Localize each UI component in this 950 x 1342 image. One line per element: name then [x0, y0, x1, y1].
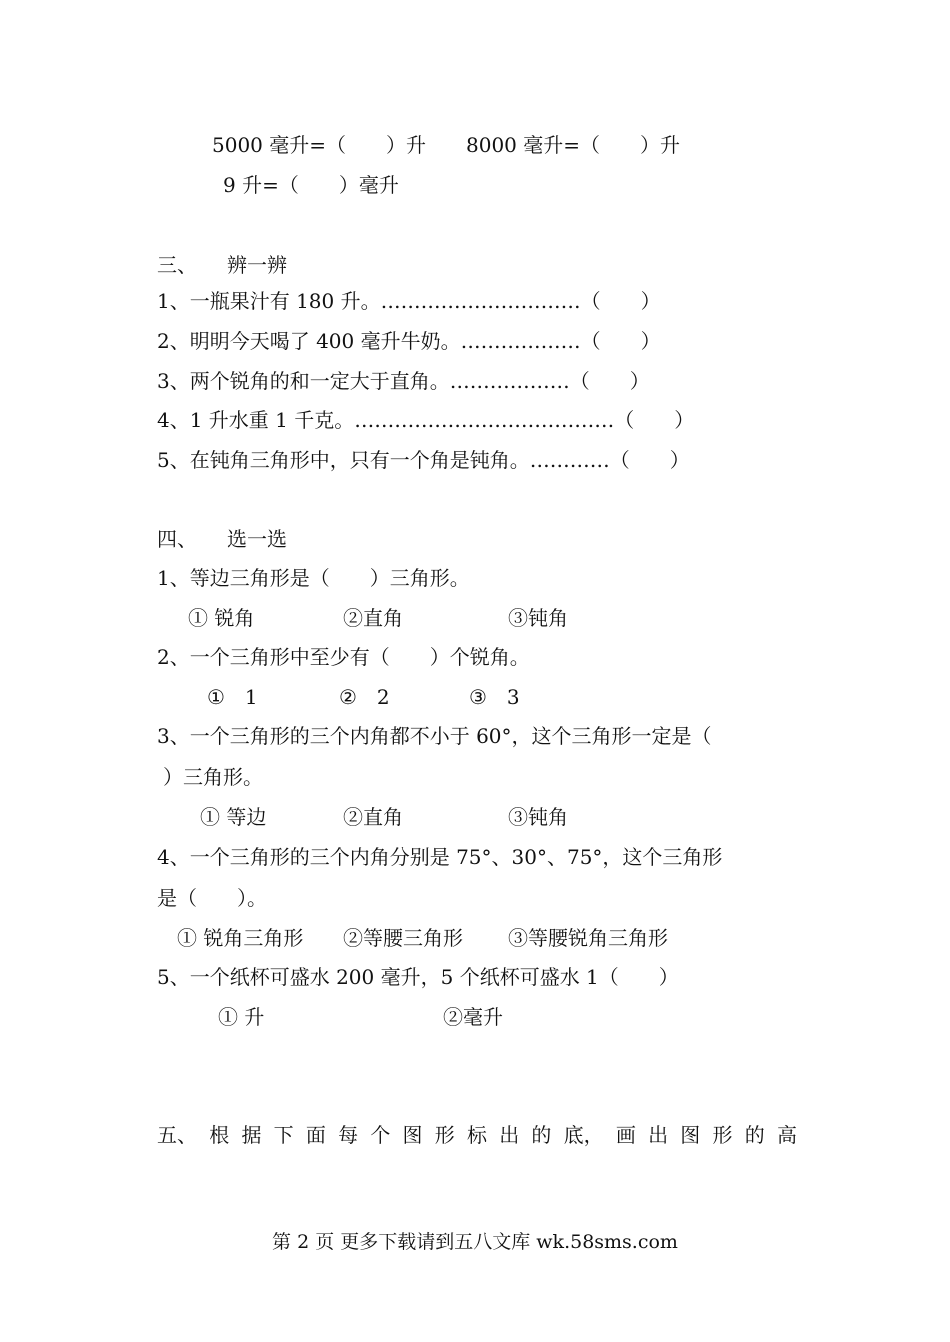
q3-option-2: ②直角 [343, 805, 403, 829]
section3-item-3: 3、两个锐角的和一定大于直角。………………（ ） [157, 369, 650, 393]
q2-option-3: ③ 3 [469, 685, 520, 709]
section5-char: 每 [338, 1123, 359, 1147]
section5-char: 高 [776, 1123, 797, 1147]
page-footer: 第 2 页 更多下载请到五八文库 wk.58sms.com [272, 1231, 678, 1253]
section5-char: 面 [305, 1123, 326, 1147]
section5-char: 下 [273, 1123, 294, 1147]
section5-char: 形 [712, 1123, 733, 1147]
q2-option-2: ② 2 [339, 685, 390, 709]
q3-text-line-2: ）三角形。 [163, 765, 263, 789]
section3-item-5: 5、在钝角三角形中，只有一个角是钝角。…………（ ） [157, 448, 690, 472]
q4-text-line-1: 4、一个三角形的三个内角分别是 75°、30°、75°，这个三角形 [157, 845, 723, 869]
q5-text: 5、一个纸杯可盛水 200 毫升，5 个纸杯可盛水 1（ ） [157, 965, 679, 989]
section5-heading [157, 1121, 797, 1149]
section5-char: 底， [563, 1123, 604, 1147]
section5-char: 图 [680, 1123, 701, 1147]
conversion-line-2: 9 升=（ ）毫升 [223, 173, 399, 197]
section4-heading: 四、 选一选 [157, 527, 287, 551]
section3-item-1: 1、一瓶果汁有 180 升。…………………………（ ） [157, 289, 661, 313]
q4-text-line-2: 是（ ）。 [157, 886, 267, 910]
section5-char: 标 [466, 1123, 487, 1147]
q5-option-1: ① 升 [218, 1005, 265, 1029]
q2-option-1: ① 1 [207, 685, 258, 709]
section5-char: 的 [744, 1123, 765, 1147]
q4-option-3: ③等腰锐角三角形 [508, 926, 668, 950]
q4-option-2: ②等腰三角形 [343, 926, 463, 950]
q1-option-1: ① 锐角 [188, 606, 255, 630]
q3-option-1: ① 等边 [200, 805, 267, 829]
q1-option-3: ③钝角 [508, 606, 568, 630]
section5-char: 形 [434, 1123, 455, 1147]
section5-char: 据 [241, 1123, 262, 1147]
q2-text: 2、一个三角形中至少有（ ）个锐角。 [157, 645, 530, 669]
q3-option-3: ③钝角 [508, 805, 568, 829]
section5-char: 图 [402, 1123, 423, 1147]
q4-option-1: ① 锐角三角形 [177, 926, 304, 950]
section5-char: 根 [209, 1123, 230, 1147]
section3-heading: 三、 辨一辨 [157, 253, 287, 277]
q3-text-line-1: 3、一个三角形的三个内角都不小于 60°，这个三角形一定是（ [157, 724, 712, 748]
conversion-line-1: 5000 毫升=（ ）升 8000 毫升=（ ）升 [212, 133, 681, 157]
section5-char: 的 [531, 1123, 552, 1147]
section3-item-4: 4、1 升水重 1 千克。…………………………………（ ） [157, 408, 695, 432]
q1-option-2: ②直角 [343, 606, 403, 630]
section5-char: 出 [648, 1123, 669, 1147]
q5-option-2: ②毫升 [443, 1005, 503, 1029]
section5-char: 五、 [157, 1123, 197, 1147]
section5-char: 个 [370, 1123, 391, 1147]
q1-text: 1、等边三角形是（ ）三角形。 [157, 566, 470, 590]
section5-char: 出 [499, 1123, 520, 1147]
section5-char: 画 [615, 1123, 636, 1147]
section3-item-2: 2、明明今天喝了 400 毫升牛奶。………………（ ） [157, 329, 661, 353]
